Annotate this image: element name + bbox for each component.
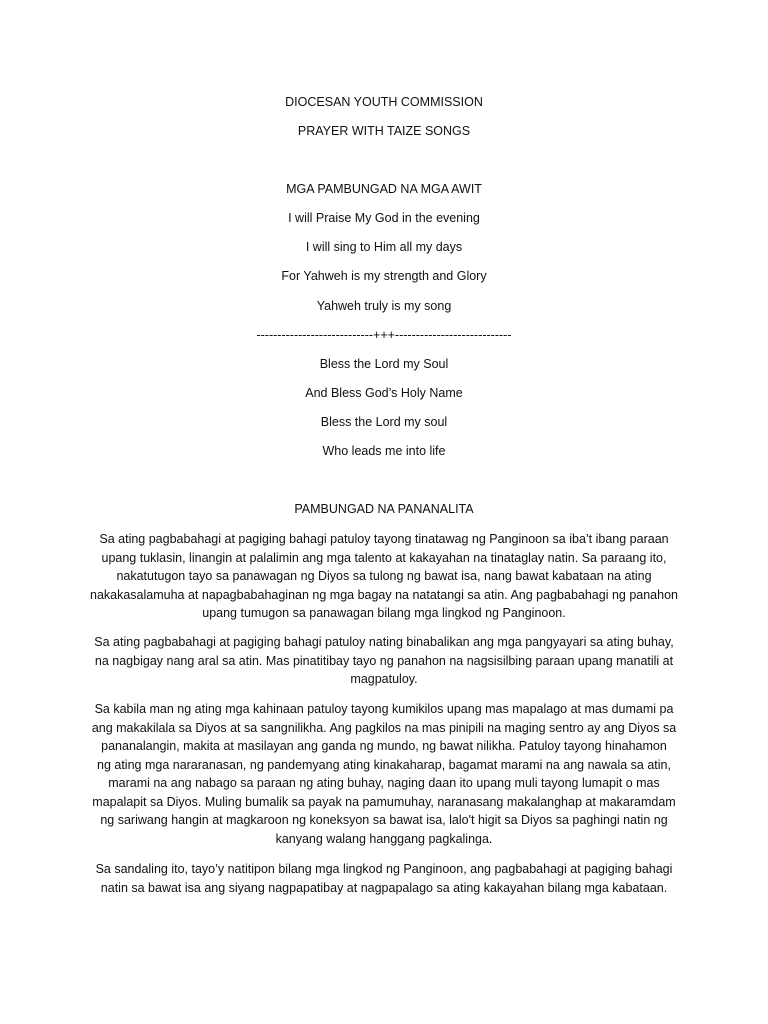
- song2-line: And Bless God’s Holy Name: [305, 386, 463, 400]
- song2-line: Who leads me into life: [322, 444, 446, 458]
- song2-line: Bless the Lord my Soul: [319, 357, 449, 371]
- paragraph-line: Sa ating pagbabahagi at pagiging bahagi patuloy tayong tinatawag ng Panginoon sa iba’t ibang paraan: [99, 532, 669, 546]
- song2-line: Bless the Lord my soul: [320, 415, 448, 429]
- paragraph-line: marami na ang nabago sa paraan ng ating buhay, naging daan ito upang muli tayong lumapit o mas: [108, 776, 660, 790]
- paragraph-line: upang tuklasin, linangin at palalimin ang mga talento at kakayahan na tinataglay natin. Sa paraang ito,: [101, 550, 667, 565]
- paragraph-4: [86, 860, 682, 897]
- paragraph-line: Sa kabila man ng ating mga kahinaan patuloy tayong kumikilos upang mas mapalago at mas dumami pa: [94, 702, 674, 716]
- paragraph-line: Sa ating pagbabahagi at pagiging bahagi patuloy nating binabalikan ang mga pangyayari sa ating buhay,: [94, 635, 674, 649]
- paragraph-line: nakatutugon tayo sa panawagan ng Diyos sa tulong ng bawat isa, nang bawat kabataan na ating: [116, 569, 652, 583]
- paragraph-line: magpatuloy.: [350, 672, 418, 686]
- paragraph-line: kanyang walang hanggang pagkalinga.: [275, 831, 493, 846]
- paragraph-3: [86, 700, 682, 848]
- song1-line: I will sing to Him all my days: [305, 240, 463, 254]
- opening-words-heading: PAMBUNGAD NA PANANALITA: [294, 502, 474, 516]
- song-separator: ----------------------------+++----------------------------: [256, 328, 512, 342]
- song1-line: I will Praise My God in the evening: [288, 211, 480, 225]
- paragraph-line: upang tumugon sa panawagan bilang mga lingkod ng Panginoon.: [202, 606, 566, 620]
- paragraph-line: ang makakilala sa Diyos at sa sangnilikha. Ang pagkilos na mas pinipili na maging sentro ay ang Diyos sa: [91, 720, 677, 735]
- paragraph-2: [86, 633, 682, 689]
- document-title: PRAYER WITH TAIZE SONGS: [297, 124, 471, 138]
- paragraph-line: na nagbigay nang aral sa atin. Mas pinatitibay tayo ng panahon na nagsisilbing paraan upang manatili at: [94, 653, 674, 668]
- paragraph-line: nakakasalamuha at napagbabahaginan ng mga bagay na natatangi sa atin. Ang pagbabahagi ng panahon: [90, 587, 678, 602]
- paragraph-line: ng sariwang hangin at magkaroon ng koneksyon sa bawat isa, lalo't higit sa Diyos sa paghingi natin ng: [100, 813, 668, 827]
- song1-line: Yahweh truly is my song: [316, 299, 452, 313]
- paragraph-line: Sa sandaling ito, tayo’y natitipon bilang mga lingkod ng Panginoon, ang pagbabahagi at pagiging bahagi: [95, 862, 673, 876]
- paragraph-line: mapalapit sa Diyos. Muling bumalik sa payak na pamumuhay, naranasang makalanghap at makaramdam: [92, 794, 676, 809]
- paragraph-line: ng ating mga nararanasan, ng pandemyang ating kinakaharap, bagamat marami na ang nawala sa atin,: [97, 757, 671, 772]
- song1-line: For Yahweh is my strength and Glory: [281, 269, 487, 283]
- org-name: DIOCESAN YOUTH COMMISSION: [285, 95, 483, 109]
- paragraph-line: natin sa bawat isa ang siyang nagpapatibay at nagpapalago sa ating kakayahan bilang mga kabataan.: [100, 880, 668, 895]
- paragraph-1: [86, 530, 682, 623]
- opening-songs-heading: MGA PAMBUNGAD NA MGA AWIT: [286, 182, 482, 196]
- paragraph-line: pananalangin, makita at masilayan ang ganda ng mundo, ng bawat nilikha. Patuloy tayong hinahamon: [101, 739, 667, 753]
